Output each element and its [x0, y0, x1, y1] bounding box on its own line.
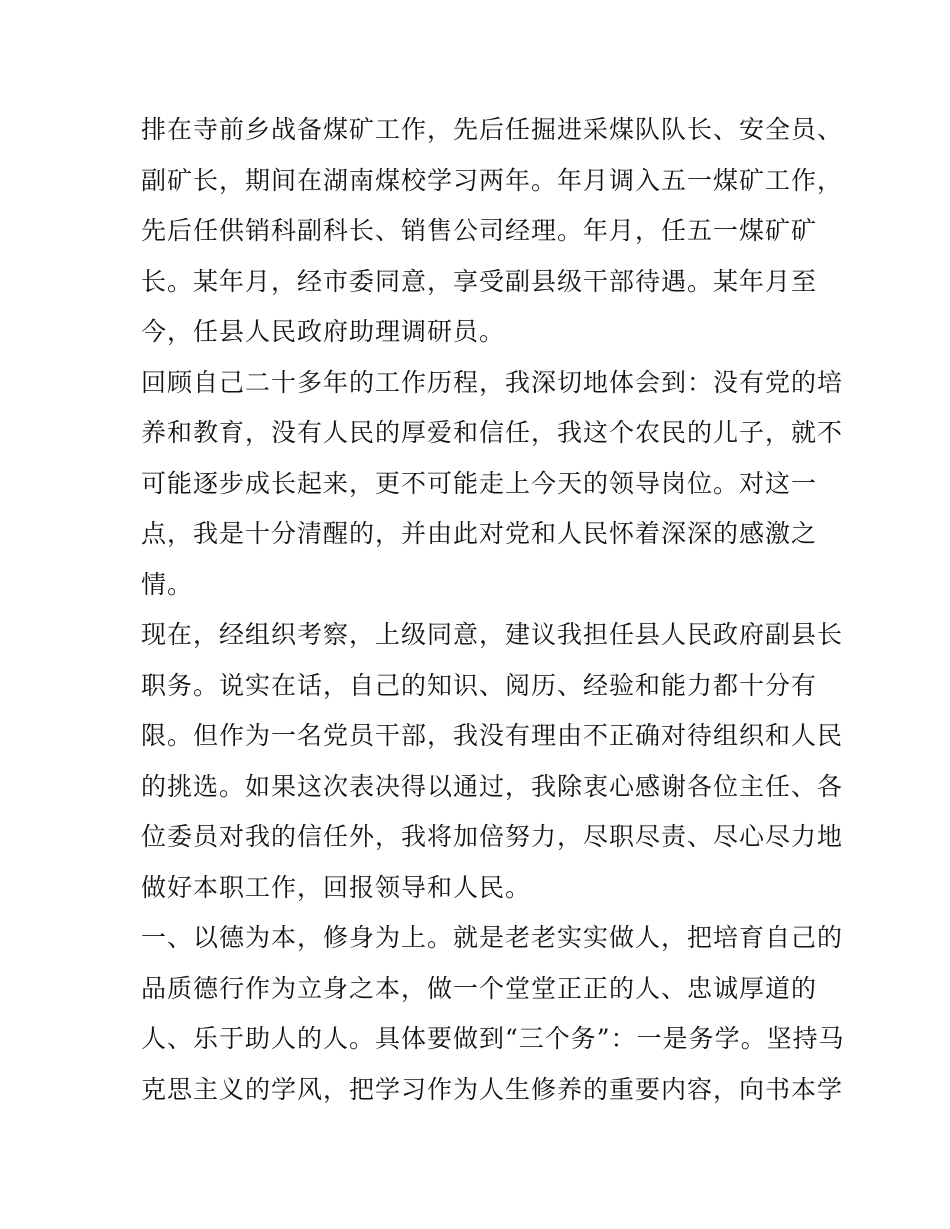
text-line: 今，任县人民政府助理调研员。 — [141, 317, 506, 346]
text-line: 现在，经组织考察，上级同意，建议我担任县人民政府副县长 — [141, 620, 844, 649]
text-line: 克思主义的学风，把学习作为人生修养的重要内容，向书本学 — [141, 1074, 844, 1104]
text-line: 一、以德为本，修身为上。就是老老实实做人，把培育自己的 — [141, 923, 844, 952]
text-line: 排在寺前乡战备煤矿工作，先后任掘进采煤队队长、安全员、 — [141, 115, 844, 144]
text-line: 做好本职工作，回报领导和人民。 — [141, 872, 532, 902]
text-line: 点，我是十分清醒的，并由此对党和人民怀着深深的感激之 — [141, 519, 818, 548]
document-body — [141, 105, 845, 1115]
text-line: 职务。说实在话，自己的知识、阅历、经验和能力都十分有 — [141, 670, 818, 700]
text-line: 养和教育，没有人民的厚爱和信任，我这个农民的儿子，就不 — [141, 418, 844, 447]
text-line: 限。但作为一名党员干部，我没有理由不正确对待组织和人民 — [141, 721, 844, 750]
text-line: 的挑选。如果这次表决得以通过，我除衷心感谢各位主任、各 — [141, 771, 844, 801]
text-line: 位委员对我的信任外，我将加倍努力，尽职尽责、尽心尽力地 — [141, 822, 844, 851]
text-line: 品质德行作为立身之本，做一个堂堂正正的人、忠诚厚道的 — [141, 973, 818, 1003]
text-line: 可能逐步成长起来，更不可能走上今天的领导岗位。对这一 — [141, 468, 818, 498]
text-line: 回顾自己二十多年的工作历程，我深切地体会到：没有党的培 — [141, 367, 844, 397]
text-line: 人、乐于助人的人。具体要做到“三个务”：一是务学。坚持马 — [141, 1024, 845, 1053]
text-line: 情。 — [141, 569, 194, 599]
text-line: 长。某年月，经市委同意，享受副县级干部待遇。某年月至 — [141, 266, 818, 296]
text-line: 副矿长，期间在湖南煤校学习两年。年月调入五一煤矿工作， — [141, 165, 844, 195]
text-line: 先后任供销科副科长、销售公司经理。年月，任五一煤矿矿 — [141, 216, 818, 245]
